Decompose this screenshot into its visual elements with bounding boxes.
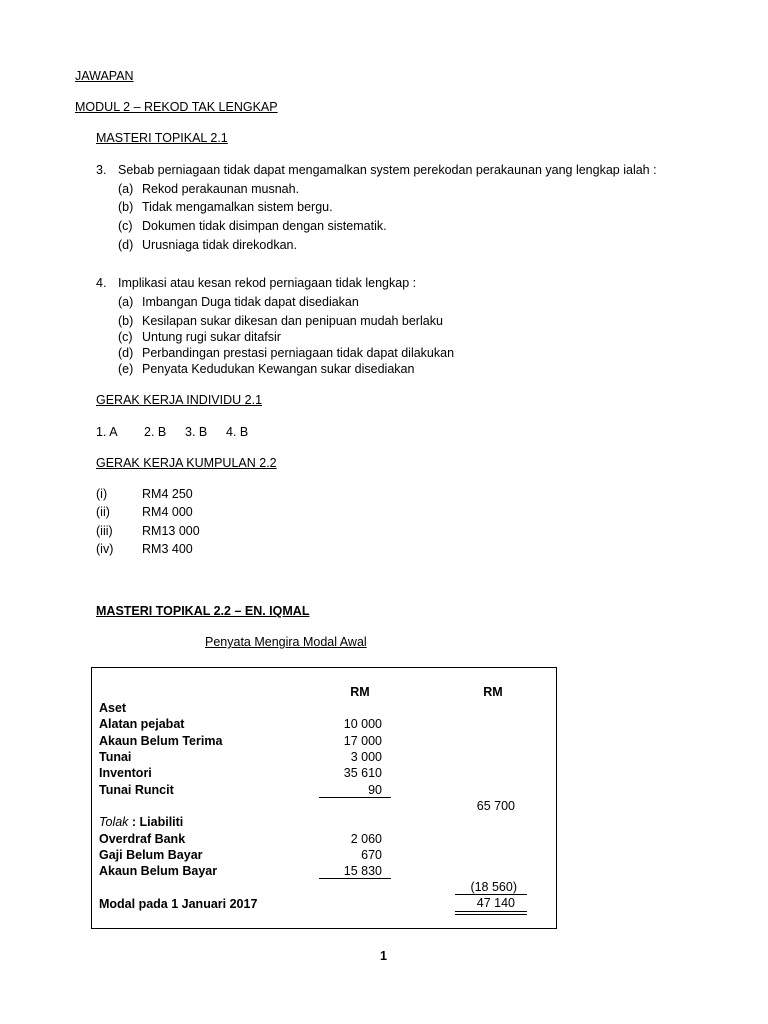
liability-name: Overdraf Bank — [99, 832, 186, 846]
capital-label: Modal pada 1 Januari 2017 — [99, 897, 258, 911]
asset-name: Inventori — [99, 766, 152, 780]
list-item-text: Perbandingan prestasi perniagaan tidak dapat dilakukan — [142, 346, 455, 360]
list-item-text: Imbangan Duga tidak dapat disediakan — [142, 295, 359, 309]
list-item — [96, 542, 193, 556]
list-item-label: (b) — [118, 200, 134, 214]
list-item-label: (d) — [118, 346, 134, 360]
list-item-value: RM4 250 — [142, 487, 193, 501]
less-word: Tolak — [99, 815, 129, 829]
section-heading-kumpulan-2-2: GERAK KERJA KUMPULAN 2.2 — [96, 456, 277, 470]
liability-name: Gaji Belum Bayar — [99, 848, 203, 862]
list-item-value: RM3 400 — [142, 542, 193, 556]
answer-individu-2: 2. B — [144, 425, 167, 439]
capital-double-underline-top — [455, 911, 527, 912]
list-item — [118, 200, 333, 214]
answer-individu-4: 4. B — [226, 425, 249, 439]
liabilities-underline — [319, 878, 391, 879]
list-item-label: (c) — [118, 219, 133, 233]
statement-title: Penyata Mengira Modal Awal — [205, 635, 367, 649]
list-item-label: (ii) — [96, 505, 110, 519]
list-item-label: (iii) — [96, 524, 113, 538]
asset-name: Tunai Runcit — [99, 783, 174, 797]
assets-underline — [319, 797, 391, 798]
capital-double-underline-bottom — [455, 914, 527, 915]
asset-amount: 3 000 — [350, 750, 382, 764]
liabilities-word: : Liabiliti — [128, 815, 184, 829]
list-item-label: (a) — [118, 182, 134, 196]
assets-total: 65 700 — [476, 799, 515, 813]
list-item-label: (i) — [96, 487, 108, 501]
liability-amount: 670 — [361, 848, 382, 862]
list-item-label: (a) — [118, 295, 134, 309]
list-item-label: (d) — [118, 238, 134, 252]
list-item — [118, 238, 297, 252]
list-item-label: (e) — [118, 362, 134, 376]
list-item — [118, 362, 414, 376]
answer-individu-1: 1. A — [96, 425, 118, 439]
list-item — [96, 524, 200, 538]
list-item-value: RM13 000 — [142, 524, 200, 538]
question-4-number: 4. — [96, 276, 107, 290]
list-item — [118, 346, 454, 360]
list-item — [118, 314, 443, 328]
question-3-text: Sebab perniagaan tidak dapat mengamalkan system perekodan perakaunan yang lengkap ialah : — [118, 163, 657, 177]
list-item-label: (iv) — [96, 542, 114, 556]
section-heading-masteri-2-2: MASTERI TOPIKAL 2.2 – EN. IQMAL — [96, 604, 310, 618]
asset-amount: 35 610 — [343, 766, 382, 780]
list-item-text: Untung rugi sukar ditafsir — [142, 330, 281, 344]
question-3-number: 3. — [96, 163, 107, 177]
liability-name: Akaun Belum Bayar — [99, 864, 218, 878]
list-item-label: (c) — [118, 330, 133, 344]
list-item-text: Urusniaga tidak direkodkan. — [142, 238, 297, 252]
asset-name: Tunai — [99, 750, 132, 764]
liabilities-heading — [99, 815, 183, 829]
list-item — [118, 295, 359, 309]
document-title: JAWAPAN — [75, 69, 134, 83]
list-item-value: RM4 000 — [142, 505, 193, 519]
page-number: 1 — [380, 949, 387, 963]
capital-value: 47 140 — [476, 896, 515, 910]
answer-individu-3: 3. B — [185, 425, 208, 439]
column-header-rm-2: RM — [483, 685, 503, 699]
section-heading-individu-2-1: GERAK KERJA INDIVIDU 2.1 — [96, 393, 263, 407]
list-item-text: Rekod perakaunan musnah. — [142, 182, 300, 196]
list-item-label: (b) — [118, 314, 134, 328]
column-header-rm-1: RM — [350, 685, 370, 699]
assets-heading: Aset — [99, 701, 127, 715]
list-item-text: Dokumen tidak disimpan dengan sistematik. — [142, 219, 387, 233]
question-4-text: Implikasi atau kesan rekod perniagaan tidak lengkap : — [118, 276, 417, 290]
asset-amount: 17 000 — [343, 734, 382, 748]
liabilities-total: (18 560) — [470, 880, 517, 894]
asset-name: Akaun Belum Terima — [99, 734, 223, 748]
section-heading-masteri-2-1: MASTERI TOPIKAL 2.1 — [96, 131, 228, 145]
list-item-text: Kesilapan sukar dikesan dan penipuan mudah berlaku — [142, 314, 443, 328]
asset-amount: 90 — [368, 783, 382, 797]
list-item — [118, 330, 281, 344]
list-item — [96, 505, 193, 519]
liability-amount: 2 060 — [350, 832, 382, 846]
list-item — [96, 487, 193, 501]
liabilities-total-underline — [455, 894, 527, 895]
list-item-text: Tidak mengamalkan sistem bergu. — [142, 200, 333, 214]
asset-amount: 10 000 — [343, 717, 382, 731]
list-item-text: Penyata Kedudukan Kewangan sukar disediakan — [142, 362, 415, 376]
liability-amount: 15 830 — [343, 864, 382, 878]
module-title: MODUL 2 – REKOD TAK LENGKAP — [75, 100, 278, 114]
asset-name: Alatan pejabat — [99, 717, 185, 731]
list-item — [118, 219, 387, 233]
list-item — [118, 182, 299, 196]
